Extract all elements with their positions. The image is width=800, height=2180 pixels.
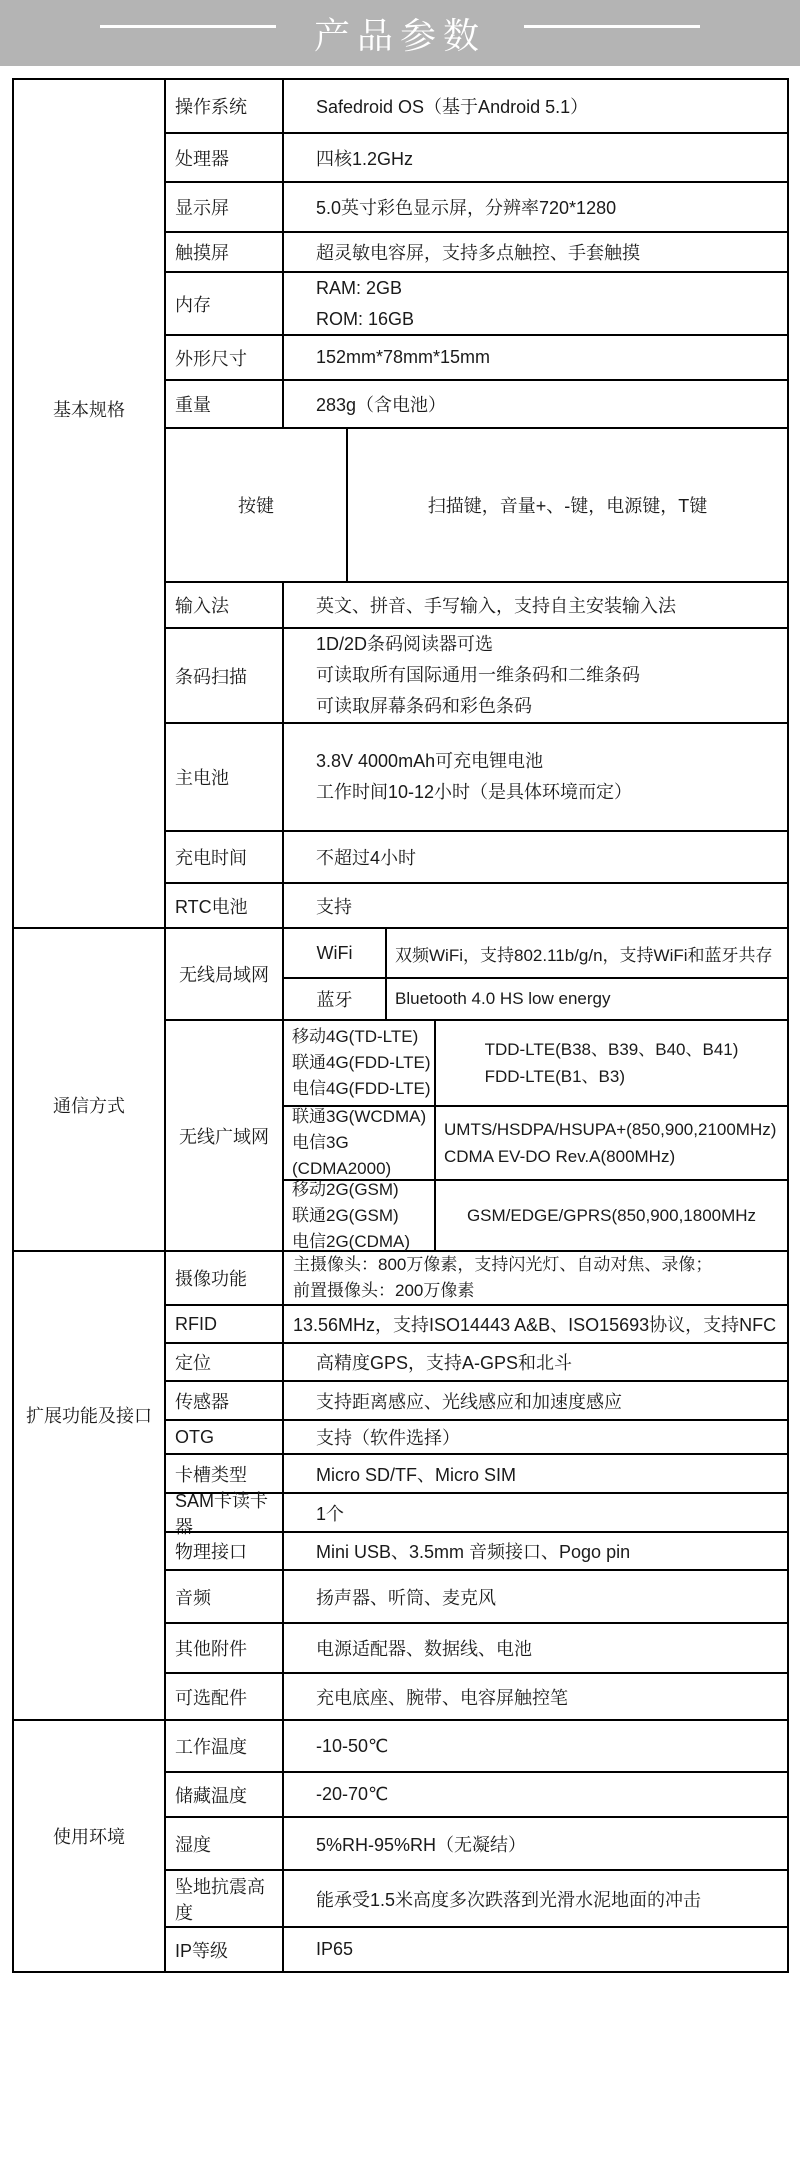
value-line: 工作时间10-12小时（是具体环境而定）	[316, 782, 633, 802]
spec-row-humidity	[166, 1816, 787, 1869]
spec-row-charge-time	[166, 830, 787, 882]
spec-row-4g	[284, 1021, 787, 1105]
label-line: (CDMA2000)	[292, 1159, 392, 1178]
spec-label: 坠地抗震高度	[166, 1871, 284, 1926]
value-line: 前置摄像头：200万像素	[293, 1281, 475, 1300]
spec-row-display	[166, 181, 787, 231]
spec-row-camera	[166, 1252, 787, 1304]
value-line: ROM: 16GB	[316, 308, 415, 329]
spec-value: 扫描键，音量+、-键，电源键，T键	[427, 496, 708, 516]
label-line: 电信4G(FDD-LTE)	[292, 1079, 431, 1098]
section-basic-specs	[14, 80, 787, 927]
spec-label: 工作温度	[166, 1721, 284, 1771]
spec-value	[284, 724, 787, 830]
spec-label: WiFi	[284, 929, 387, 977]
spec-row-input-method	[166, 581, 787, 627]
spec-value: Mini USB、3.5mm 音频接口、Pogo pin	[316, 1542, 631, 1562]
spec-value: Micro SD/TF、Micro SIM	[316, 1464, 516, 1485]
spec-label: 充电时间	[166, 832, 284, 882]
label-line: 联通4G(FDD-LTE)	[292, 1053, 431, 1072]
spec-row-ip-rating	[166, 1926, 787, 1971]
spec-value: Safedroid OS（基于Android 5.1）	[316, 97, 589, 117]
value-line: TDD-LTE(B38、B39、B40、B41)	[484, 1040, 739, 1059]
value-line: UMTS/HSDPA/HSUPA+(850,900,2100MHz)	[444, 1120, 777, 1139]
spec-value	[436, 1021, 787, 1105]
spec-label: IP等级	[166, 1928, 284, 1971]
spec-label: 显示屏	[166, 183, 284, 231]
spec-row-storage-temp	[166, 1771, 787, 1816]
spec-value: 152mm*78mm*15mm	[316, 347, 491, 367]
spec-value	[284, 1252, 787, 1304]
spec-label: 按键	[166, 429, 348, 581]
spec-row-physical-interface	[166, 1531, 787, 1569]
value-line: 可读取屏幕条码和彩色条码	[316, 696, 532, 716]
spec-row-rfid	[166, 1304, 787, 1342]
value-line: 主摄像头：800万像素，支持闪光灯、自动对焦、录像；	[293, 1255, 713, 1274]
spec-label: 可选配件	[166, 1674, 284, 1719]
spec-row-other-accessories	[166, 1622, 787, 1672]
spec-label: 摄像功能	[166, 1252, 284, 1304]
header-line-right	[524, 25, 700, 28]
wlan-group-label: 无线局域网	[166, 929, 284, 1019]
spec-label: 蓝牙	[284, 979, 387, 1019]
spec-row-cpu	[166, 132, 787, 181]
category-cell-extended: 扩展功能及接口	[14, 1252, 166, 1719]
value-line: 1D/2D条码阅读器可选	[316, 634, 494, 654]
spec-value: 支持	[316, 896, 352, 917]
spec-value: 1个	[316, 1503, 345, 1524]
spec-value: -20-70℃	[316, 1784, 389, 1804]
spec-value: 不超过4小时	[316, 848, 417, 868]
spec-row-optional-accessories	[166, 1672, 787, 1719]
spec-label: 卡槽类型	[166, 1455, 284, 1492]
spec-value	[436, 1107, 787, 1179]
spec-row-main-battery	[166, 722, 787, 830]
spec-label: 条码扫描	[166, 629, 284, 722]
spec-row-2g	[284, 1179, 787, 1250]
spec-row-rtc-battery	[166, 882, 787, 927]
spec-label: 物理接口	[166, 1533, 284, 1569]
label-line: 移动2G(GSM)	[292, 1179, 399, 1199]
spec-row-os	[166, 80, 787, 132]
spec-value: 四核1.2GHz	[316, 148, 414, 169]
spec-label: SAM卡读卡器	[166, 1494, 284, 1531]
spec-row-3g	[284, 1105, 787, 1179]
spec-row-sam-reader	[166, 1490, 787, 1537]
value-line: CDMA EV-DO Rev.A(800MHz)	[444, 1147, 676, 1166]
value-line: 3.8V 4000mAh可充电锂电池	[316, 751, 544, 771]
category-cell-communication: 通信方式	[14, 929, 166, 1250]
spec-value: 超灵敏电容屏，支持多点触控、手套触摸	[316, 243, 640, 263]
spec-label: 外形尺寸	[166, 336, 284, 379]
header-line-left	[100, 25, 276, 28]
spec-row-touchscreen	[166, 231, 787, 271]
spec-value: GSM/EDGE/GPRS(850,900,1800MHz	[466, 1205, 757, 1225]
spec-label: RFID	[166, 1306, 284, 1342]
spec-label: 处理器	[166, 134, 284, 181]
spec-row-wifi	[284, 929, 787, 977]
spec-row-keys	[166, 427, 787, 581]
spec-value	[284, 629, 787, 722]
spec-label: 定位	[166, 1344, 284, 1380]
category-cell-environment: 使用环境	[14, 1721, 166, 1971]
spec-label: 其他附件	[166, 1624, 284, 1672]
section-communication	[14, 927, 787, 1250]
spec-label: 操作系统	[166, 80, 284, 132]
spec-label: OTG	[166, 1421, 284, 1453]
spec-row-otg	[166, 1419, 787, 1453]
spec-label: 主电池	[166, 724, 284, 830]
label-line: 移动4G(TD-LTE)	[292, 1027, 419, 1046]
label-line: 联通3G(WCDMA)	[292, 1107, 427, 1126]
spec-value: IP65	[316, 1939, 354, 1959]
category-cell-basic: 基本规格	[14, 80, 166, 927]
spec-value: 5%RH-95%RH（无凝结）	[316, 1834, 527, 1855]
spec-value: 高精度GPS，支持A-GPS和北斗	[316, 1353, 573, 1373]
spec-value: 283g（含电池）	[316, 395, 447, 415]
spec-label	[284, 1107, 436, 1179]
spec-table	[12, 78, 789, 1973]
wlan-group	[166, 929, 787, 1019]
spec-value: -10-50℃	[316, 1735, 389, 1756]
spec-row-weight	[166, 379, 787, 427]
spec-row-drop-resistance	[166, 1869, 787, 1926]
spec-value: 5.0英寸彩色显示屏，分辨率720*1280	[316, 198, 617, 218]
spec-value: 13.56MHz，支持ISO14443 A&B、ISO15693协议，支持NFC	[293, 1315, 777, 1335]
spec-label: 内存	[166, 273, 284, 334]
spec-row-barcode	[166, 627, 787, 722]
spec-value: 英文、拼音、手写输入，支持自主安装输入法	[316, 596, 676, 616]
spec-label: 储藏温度	[166, 1773, 284, 1816]
page-title: 产品参数	[313, 14, 486, 56]
section-extended-io	[14, 1250, 787, 1719]
spec-row-bluetooth	[284, 977, 787, 1019]
spec-value: 支持（软件选择）	[316, 1428, 460, 1448]
spec-row-operating-temp	[166, 1721, 787, 1771]
spec-value: 充电底座、腕带、电容屏触控笔	[316, 1687, 568, 1708]
wwan-group-label: 无线广域网	[166, 1021, 284, 1250]
spec-label: 传感器	[166, 1382, 284, 1419]
spec-value: 电源适配器、数据线、电池	[316, 1639, 532, 1659]
spec-value: 能承受1.5米高度多次跌落到光滑水泥地面的冲击	[316, 1889, 702, 1910]
spec-row-dimensions	[166, 334, 787, 379]
spec-label: 重量	[166, 381, 284, 427]
spec-label: 音频	[166, 1571, 284, 1622]
spec-row-sensors	[166, 1380, 787, 1419]
header-bar	[0, 0, 800, 66]
value-line: FDD-LTE(B1、B3)	[484, 1067, 626, 1086]
spec-value	[284, 273, 787, 334]
spec-row-memory	[166, 271, 787, 334]
spec-label: 湿度	[166, 1818, 284, 1869]
spec-value: 支持距离感应、光线感应和加速度感应	[316, 1391, 622, 1412]
label-line: 联通2G(GSM)	[292, 1205, 399, 1225]
section-environment	[14, 1719, 787, 1971]
value-line: RAM: 2GB	[316, 277, 403, 298]
spec-row-positioning	[166, 1342, 787, 1380]
spec-value: 双频WiFi，支持802.11b/g/n，支持WiFi和蓝牙共存	[395, 945, 773, 965]
label-line: 电信2G(CDMA)	[292, 1231, 411, 1251]
wwan-group	[166, 1019, 787, 1250]
label-line: 电信3G	[292, 1133, 349, 1152]
spec-label: 触摸屏	[166, 233, 284, 271]
spec-label: RTC电池	[166, 884, 284, 927]
spec-label: 输入法	[166, 583, 284, 627]
value-line: 可读取所有国际通用一维条码和二维条码	[316, 665, 640, 685]
spec-row-audio	[166, 1569, 787, 1622]
spec-label	[284, 1021, 436, 1105]
spec-label	[284, 1181, 436, 1250]
spec-value: Bluetooth 4.0 HS low energy	[395, 989, 611, 1008]
spec-value: 扬声器、听筒、麦克风	[316, 1587, 496, 1608]
